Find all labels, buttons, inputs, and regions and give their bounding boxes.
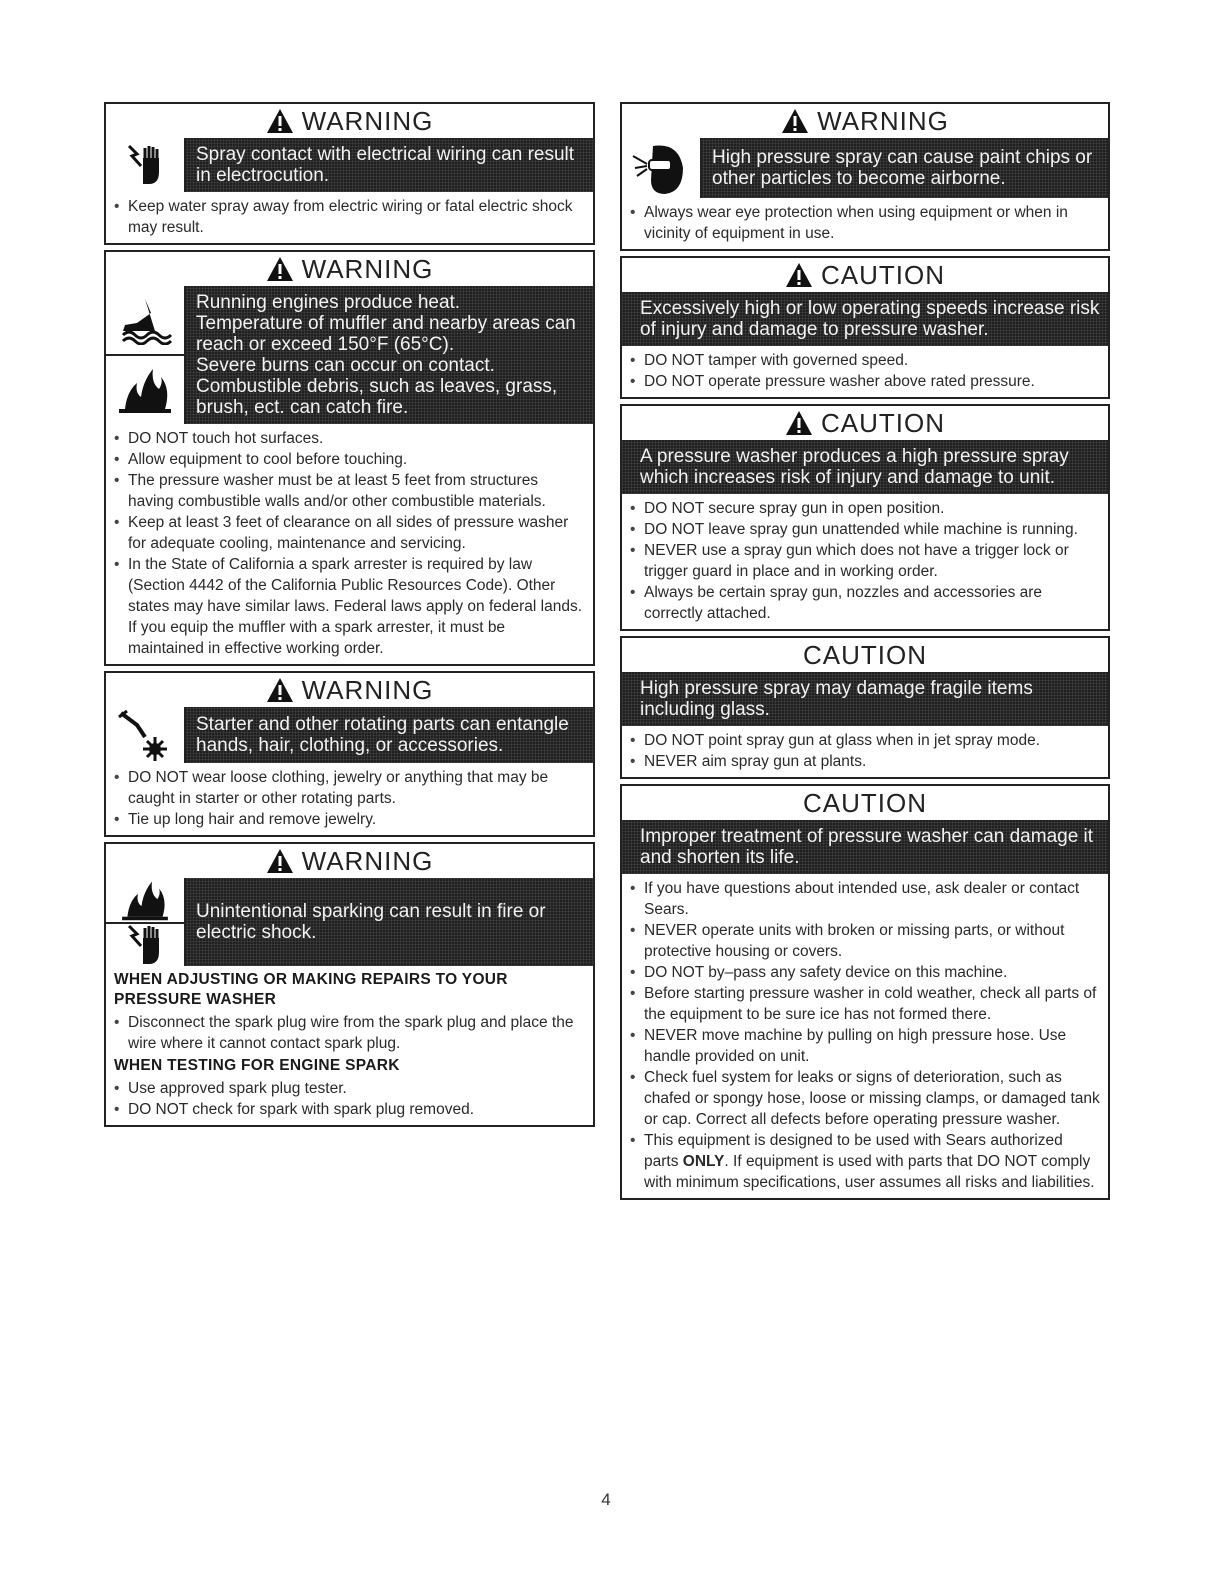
banner-text-line: Combustible debris, such as leaves, grass, brush, ect. can catch fire.	[196, 376, 558, 418]
list-item: • DO NOT point spray gun at glass when in jet spray mode.	[630, 730, 1100, 751]
warning-sparking-box	[104, 842, 595, 1127]
list-item: • Always wear eye protection when using equipment or when in vicinity of equipment in use.	[630, 202, 1100, 244]
rotating-parts-entangle-icon	[106, 707, 184, 763]
warning-triangle-icon	[266, 677, 294, 703]
list-item: • DO NOT operate pressure washer above rated pressure.	[630, 371, 1100, 392]
list-item: • DO NOT tamper with governed speed.	[630, 350, 1100, 371]
hazard-banner	[622, 138, 1108, 198]
list-item: • DO NOT touch hot surfaces.	[114, 428, 585, 449]
section-subheading: WHEN TESTING FOR ENGINE SPARK	[114, 1057, 400, 1074]
list-item: • Allow equipment to cool before touching.	[114, 449, 585, 470]
warning-triangle-icon	[785, 410, 813, 436]
warning-title: WARNING	[301, 846, 434, 876]
list-item: • Use approved spark plug tester.	[114, 1078, 585, 1099]
fire-icon	[106, 356, 184, 424]
eye-protection-icon	[622, 138, 700, 198]
list-item: • Always be certain spray gun, nozzles and accessories are correctly attached.	[630, 582, 1100, 624]
warning-header	[106, 844, 593, 878]
warning-triangle-icon	[785, 262, 813, 288]
warning-airborne-box	[620, 102, 1110, 251]
banner-text: High pressure spray may damage fragile items including glass.	[640, 678, 1033, 720]
list-item: • If you have questions about intended use, ask dealer or contact Sears.	[630, 878, 1100, 920]
list-item: • Before starting pressure washer in cold weather, check all parts of the equipment to be sure ice has not formed there.	[630, 983, 1100, 1025]
hazard-banner	[106, 878, 593, 966]
hazard-banner	[106, 707, 593, 763]
caution-title: CAUTION	[803, 640, 927, 670]
list-item: • DO NOT secure spray gun in open position.	[630, 498, 1100, 519]
warning-header	[106, 673, 593, 707]
caution-treatment-box	[620, 784, 1110, 1200]
warning-triangle-icon	[266, 848, 294, 874]
banner-text-line: Temperature of muffler and nearby areas can reach or exceed 150°F (65°C).	[196, 313, 576, 355]
hazard-banner	[106, 138, 593, 192]
banner-text: High pressure spray can cause paint chips or other particles to become airborne.	[712, 147, 1093, 189]
banner-text: Excessively high or low operating speeds increase risk of injury and damage to pressure washer.	[640, 298, 1100, 340]
caution-header	[622, 786, 1108, 820]
warning-header	[622, 104, 1108, 138]
section-subheading: WHEN ADJUSTING OR MAKING REPAIRS TO YOUR PRESSURE WASHER	[114, 971, 508, 1008]
list-item: • NEVER operate units with broken or missing parts, or without protective housing or covers.	[630, 920, 1100, 962]
warning-title: WARNING	[817, 106, 949, 136]
list-item: • NEVER move machine by pulling on high pressure hose. Use handle provided on unit.	[630, 1025, 1100, 1067]
caution-title: CAUTION	[821, 260, 945, 290]
hazard-banner	[622, 440, 1108, 494]
caution-header	[622, 406, 1108, 440]
caution-header	[622, 258, 1108, 292]
electric-shock-hand-icon	[106, 924, 184, 966]
list-item: • DO NOT wear loose clothing, jewelry or anything that may be caught in starter or other rotating parts.	[114, 767, 585, 809]
warning-triangle-icon	[266, 256, 294, 282]
list-item: • This equipment is designed to be used with Sears authorized parts ONLY. If equipment is used with parts that DO NOT comply with minimum specifications, user assumes all risks and liabilities.	[630, 1130, 1100, 1193]
caution-title: CAUTION	[803, 788, 927, 818]
emphasis-only: ONLY	[682, 1153, 725, 1170]
warning-title: WARNING	[301, 254, 434, 284]
banner-text: A pressure washer produces a high pressure spray which increases risk of injury and damage to unit.	[640, 446, 1069, 488]
hazard-banner	[622, 672, 1108, 726]
fire-icon	[106, 878, 184, 924]
warning-electrocution-box	[104, 102, 595, 245]
caution-fragile-box	[620, 636, 1110, 779]
banner-text-line: Running engines produce heat.	[196, 292, 461, 313]
list-item: • Keep water spray away from electric wiring or fatal electric shock may result.	[114, 196, 585, 238]
caution-title: CAUTION	[821, 408, 945, 438]
page-number: 4	[601, 1490, 611, 1509]
list-item: • DO NOT by–pass any safety device on this machine.	[630, 962, 1100, 983]
warning-header	[106, 252, 593, 286]
hazard-banner	[622, 292, 1108, 346]
warning-entangle-box	[104, 671, 595, 837]
warning-title: WARNING	[301, 106, 434, 136]
list-item: • In the State of California a spark arrester is required by law (Section 4442 of the California Public Resources Code). Other states may have similar laws. Federal laws apply on federal lands. If you equip the muffler with a spark arrester, it must be maintained in effective working order.	[114, 554, 585, 659]
caution-spray-box	[620, 404, 1110, 631]
banner-text-line: Severe burns can occur on contact.	[196, 355, 495, 376]
banner-text: Unintentional sparking can result in fire or electric shock.	[196, 901, 546, 943]
banner-text: Improper treatment of pressure washer can damage it and shorten its life.	[640, 826, 1094, 868]
list-item: • Keep at least 3 feet of clearance on all sides of pressure washer for adequate cooling, maintenance and servicing.	[114, 512, 585, 554]
list-item: • Disconnect the spark plug wire from the spark plug and place the wire where it cannot contact spark plug.	[114, 1012, 585, 1054]
warning-triangle-icon	[266, 108, 294, 134]
list-item: • NEVER use a spray gun which does not have a trigger lock or trigger guard in place and in working order.	[630, 540, 1100, 582]
hot-surface-hand-icon	[106, 286, 184, 356]
list-item: • DO NOT leave spray gun unattended while machine is running.	[630, 519, 1100, 540]
warning-triangle-icon	[781, 108, 809, 134]
hazard-banner	[106, 286, 593, 424]
list-item: • Tie up long hair and remove jewelry.	[114, 809, 585, 830]
list-item: • Check fuel system for leaks or signs of deterioration, such as chafed or spongy hose, loose or missing clamps, or damaged tank or cap. Correct all defects before operating pressure washer.	[630, 1067, 1100, 1130]
banner-text: Spray contact with electrical wiring can result in electrocution.	[196, 144, 575, 186]
electric-shock-hand-icon	[106, 138, 184, 192]
caution-speed-box	[620, 256, 1110, 399]
warning-title: WARNING	[301, 675, 434, 705]
right-column	[620, 102, 1110, 1205]
left-column	[104, 102, 595, 1132]
list-item: • NEVER aim spray gun at plants.	[630, 751, 1100, 772]
caution-header	[622, 638, 1108, 672]
hazard-banner	[622, 820, 1108, 874]
warning-heat-box	[104, 250, 595, 666]
warning-header	[106, 104, 593, 138]
list-item: • The pressure washer must be at least 5 feet from structures having combustible walls and/or other combustible materials.	[114, 470, 585, 512]
banner-text: Starter and other rotating parts can entangle hands, hair, clothing, or accessories.	[196, 714, 569, 756]
list-item: • DO NOT check for spark with spark plug removed.	[114, 1099, 585, 1120]
